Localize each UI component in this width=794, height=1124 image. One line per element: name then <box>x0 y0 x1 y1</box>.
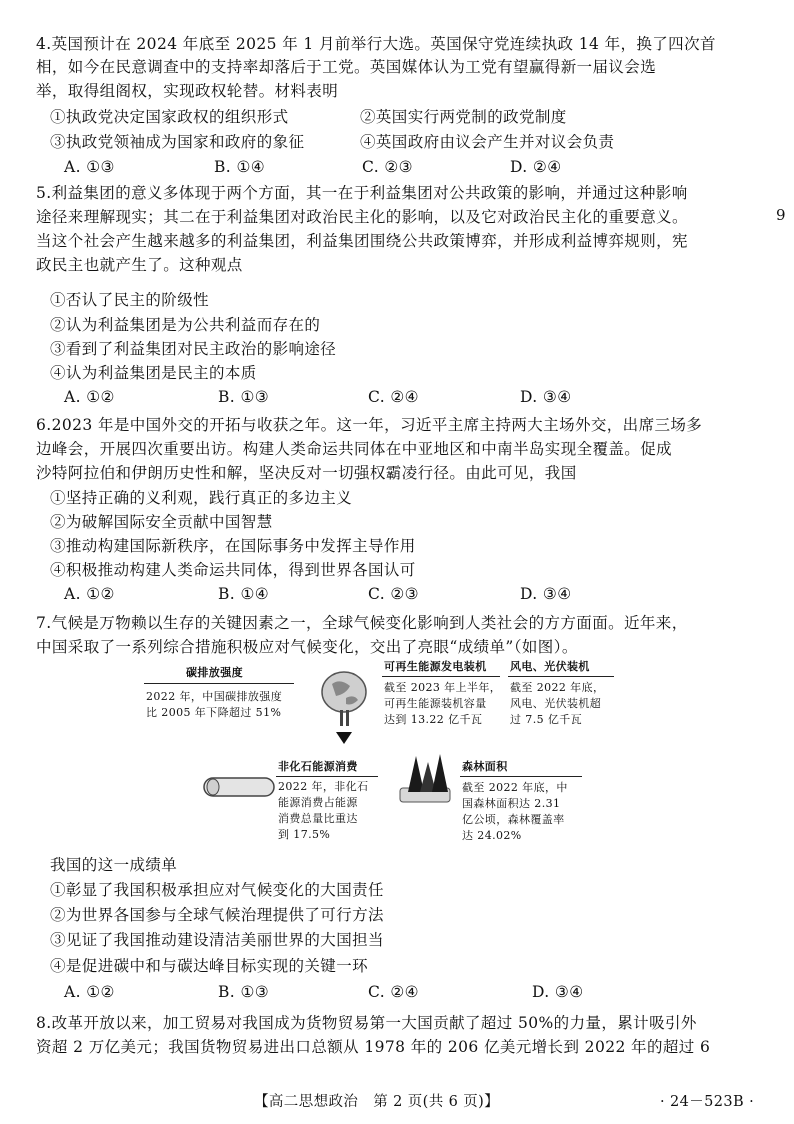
q6-choice-b: B. ①④ <box>218 585 270 603</box>
q5-item-2: ②认为利益集团是为公共利益而存在的 <box>50 316 321 334</box>
fig-renewable-line-2: 可再生能源装机容量 <box>384 697 487 710</box>
q4-item-4: ④英国政府由议会产生并对议会负责 <box>360 133 615 151</box>
fig-nonfossil-line-4: 到 17.5% <box>278 828 331 841</box>
q6-choice-c: C. ②③ <box>368 585 419 603</box>
q6-line-2: 边峰会，开展四次重要出访。构建人类命运共同体在中亚地区和中南半岛实现全覆盖。促成 <box>36 440 673 458</box>
q7-choice-d: D. ③④ <box>532 983 584 1001</box>
fig-renewable-line-1: 截至 2023 年上半年， <box>384 681 502 694</box>
q4-item-1: ①执政党决定国家政权的组织形式 <box>50 108 289 126</box>
pipe-icon <box>202 774 276 800</box>
fig-nonfossil-title: 非化石能源消费 <box>278 760 358 773</box>
q4-choice-d: D. ②④ <box>510 158 562 176</box>
q6-item-3: ③推动构建国际新秩序，在国际事务中发挥主导作用 <box>50 537 416 555</box>
q5-item-3: ③看到了利益集团对民主政治的影响途径 <box>50 340 337 358</box>
q6-choice-a: A. ①② <box>64 585 115 603</box>
q8-line-1: 8.改革开放以来，加工贸易对我国成为货物贸易第一大国贡献了超过 50%的力量，累计吸引外 <box>36 1014 697 1032</box>
tree-globe-icon <box>316 668 372 750</box>
q4-choice-a: A. ①③ <box>64 158 115 176</box>
fig-forest-line-4: 达 24.02% <box>462 829 522 842</box>
q5-item-1: ①否认了民主的阶级性 <box>50 291 210 309</box>
fig-forest-line-2: 国森林面积达 2.31 <box>462 797 561 810</box>
q5-line-1: 5.利益集团的意义多体现于两个方面，其一在于利益集团对公共政策的影响，并通过这种影响 <box>36 184 688 202</box>
fig-wind-title: 风电、光伏装机 <box>510 660 590 673</box>
fig-wind-rule <box>508 676 614 677</box>
q6-line-3: 沙特阿拉伯和伊朗历史性和解，坚决反对一切强权霸凌行径。由此可见，我国 <box>36 464 577 482</box>
q7-item-3: ③见证了我国推动建设清洁美丽世界的大国担当 <box>50 931 384 949</box>
exam-code: · 24－523B · <box>660 1094 755 1110</box>
fig-forest-line-1: 截至 2022 年底，中 <box>462 781 568 794</box>
q7-item-1: ①彰显了我国积极承担应对气候变化的大国责任 <box>50 881 384 899</box>
fig-wind-line-1: 截至 2022 年底， <box>510 681 605 694</box>
q7-stem: 我国的这一成绩单 <box>50 856 178 874</box>
fig-carbon-rule <box>144 683 294 684</box>
fig-nonfossil-rule <box>276 776 378 777</box>
q4-line-3: 举，取得组阁权，实现政权轮替。材料表明 <box>36 82 339 100</box>
fig-carbon-title: 碳排放强度 <box>186 666 243 679</box>
fig-forest-rule <box>460 776 582 777</box>
q7-line-1: 7.气候是万物赖以生存的关键因素之一，全球气候变化影响到人类社会的方方面面。近年来， <box>36 614 688 632</box>
q5-line-4: 政民主也就产生了。这种观点 <box>36 256 243 274</box>
q7-choice-c: C. ②④ <box>368 983 419 1001</box>
fig-carbon-line-1: 2022 年，中国碳排放强度 <box>146 690 283 703</box>
forest-icon <box>396 748 454 806</box>
q6-item-4: ④积极推动构建人类命运共同体，得到世界各国认可 <box>50 561 416 579</box>
q6-line-1: 6.2023 年是中国外交的开拓与收获之年。这一年，习近平主席主持两大主场外交，出席三场多 <box>36 416 703 434</box>
fig-renewable-title: 可再生能源发电装机 <box>384 660 487 673</box>
q7-choice-b: B. ①③ <box>218 983 270 1001</box>
q5-line-3: 当这个社会产生越来越多的利益集团，利益集团围绕公共政策博弈，并形成利益博弈规则，宪 <box>36 232 688 250</box>
q6-item-2: ②为破解国际安全贡献中国智慧 <box>50 513 273 531</box>
fig-carbon-line-2: 比 2005 年下降超过 51% <box>146 706 282 719</box>
q4-item-3: ③执政党领袖成为国家和政府的象征 <box>50 133 305 151</box>
q4-line-1: 4.英国预计在 2024 年底至 2025 年 1 月前举行大选。英国保守党连续执政 14 年，换了四次首 <box>36 35 716 53</box>
q5-choice-c: C. ②④ <box>368 388 419 406</box>
fig-wind-line-3: 过 7.5 亿千瓦 <box>510 713 583 726</box>
margin-number: 9 <box>776 206 786 224</box>
q7-item-2: ②为世界各国参与全球气候治理提供了可行方法 <box>50 906 384 924</box>
q5-choice-b: B. ①③ <box>218 388 270 406</box>
q8-line-2: 资超 2 万亿美元；我国货物贸易进出口总额从 1978 年的 206 亿美元增长到 2022 年的超过 6 <box>36 1038 711 1056</box>
fig-forest-title: 森林面积 <box>462 760 508 773</box>
page-footer: 【高二思想政治 第 2 页(共 6 页)】 <box>254 1094 500 1110</box>
fig-renewable-line-3: 达到 13.22 亿千瓦 <box>384 713 483 726</box>
fig-renewable-rule <box>382 676 500 677</box>
fig-wind-line-2: 风电、光伏装机超 <box>510 697 602 710</box>
q4-item-2: ②英国实行两党制的政党制度 <box>360 108 567 126</box>
q5-choice-a: A. ①② <box>64 388 115 406</box>
q7-choice-a: A. ①② <box>64 983 115 1001</box>
q4-choice-c: C. ②③ <box>362 158 413 176</box>
q5-item-4: ④认为利益集团是民主的本质 <box>50 364 257 382</box>
q4-line-2: 相，如今在民意调查中的支持率却落后于工党。英国媒体认为工党有望赢得新一届议会选 <box>36 58 657 76</box>
fig-nonfossil-line-1: 2022 年，非化石 <box>278 780 369 793</box>
q4-choice-b: B. ①④ <box>214 158 266 176</box>
q6-choice-d: D. ③④ <box>520 585 572 603</box>
q5-line-2: 途径来理解现实；其二在于利益集团对政治民主化的影响，以及它对政治民主化的重要意义。 <box>36 208 688 226</box>
q7-line-2: 中国采取了一系列综合措施积极应对气候变化，交出了亮眼“成绩单”（如图）。 <box>36 638 578 656</box>
fig-nonfossil-line-2: 能源消费占能源 <box>278 796 358 809</box>
q6-item-1: ①坚持正确的义利观，践行真正的多边主义 <box>50 489 353 507</box>
fig-nonfossil-line-3: 消费总量比重达 <box>278 812 358 825</box>
q7-item-4: ④是促进碳中和与碳达峰目标实现的关键一环 <box>50 957 369 975</box>
fig-forest-line-3: 亿公顷，森林覆盖率 <box>462 813 565 826</box>
q5-choice-d: D. ③④ <box>520 388 572 406</box>
